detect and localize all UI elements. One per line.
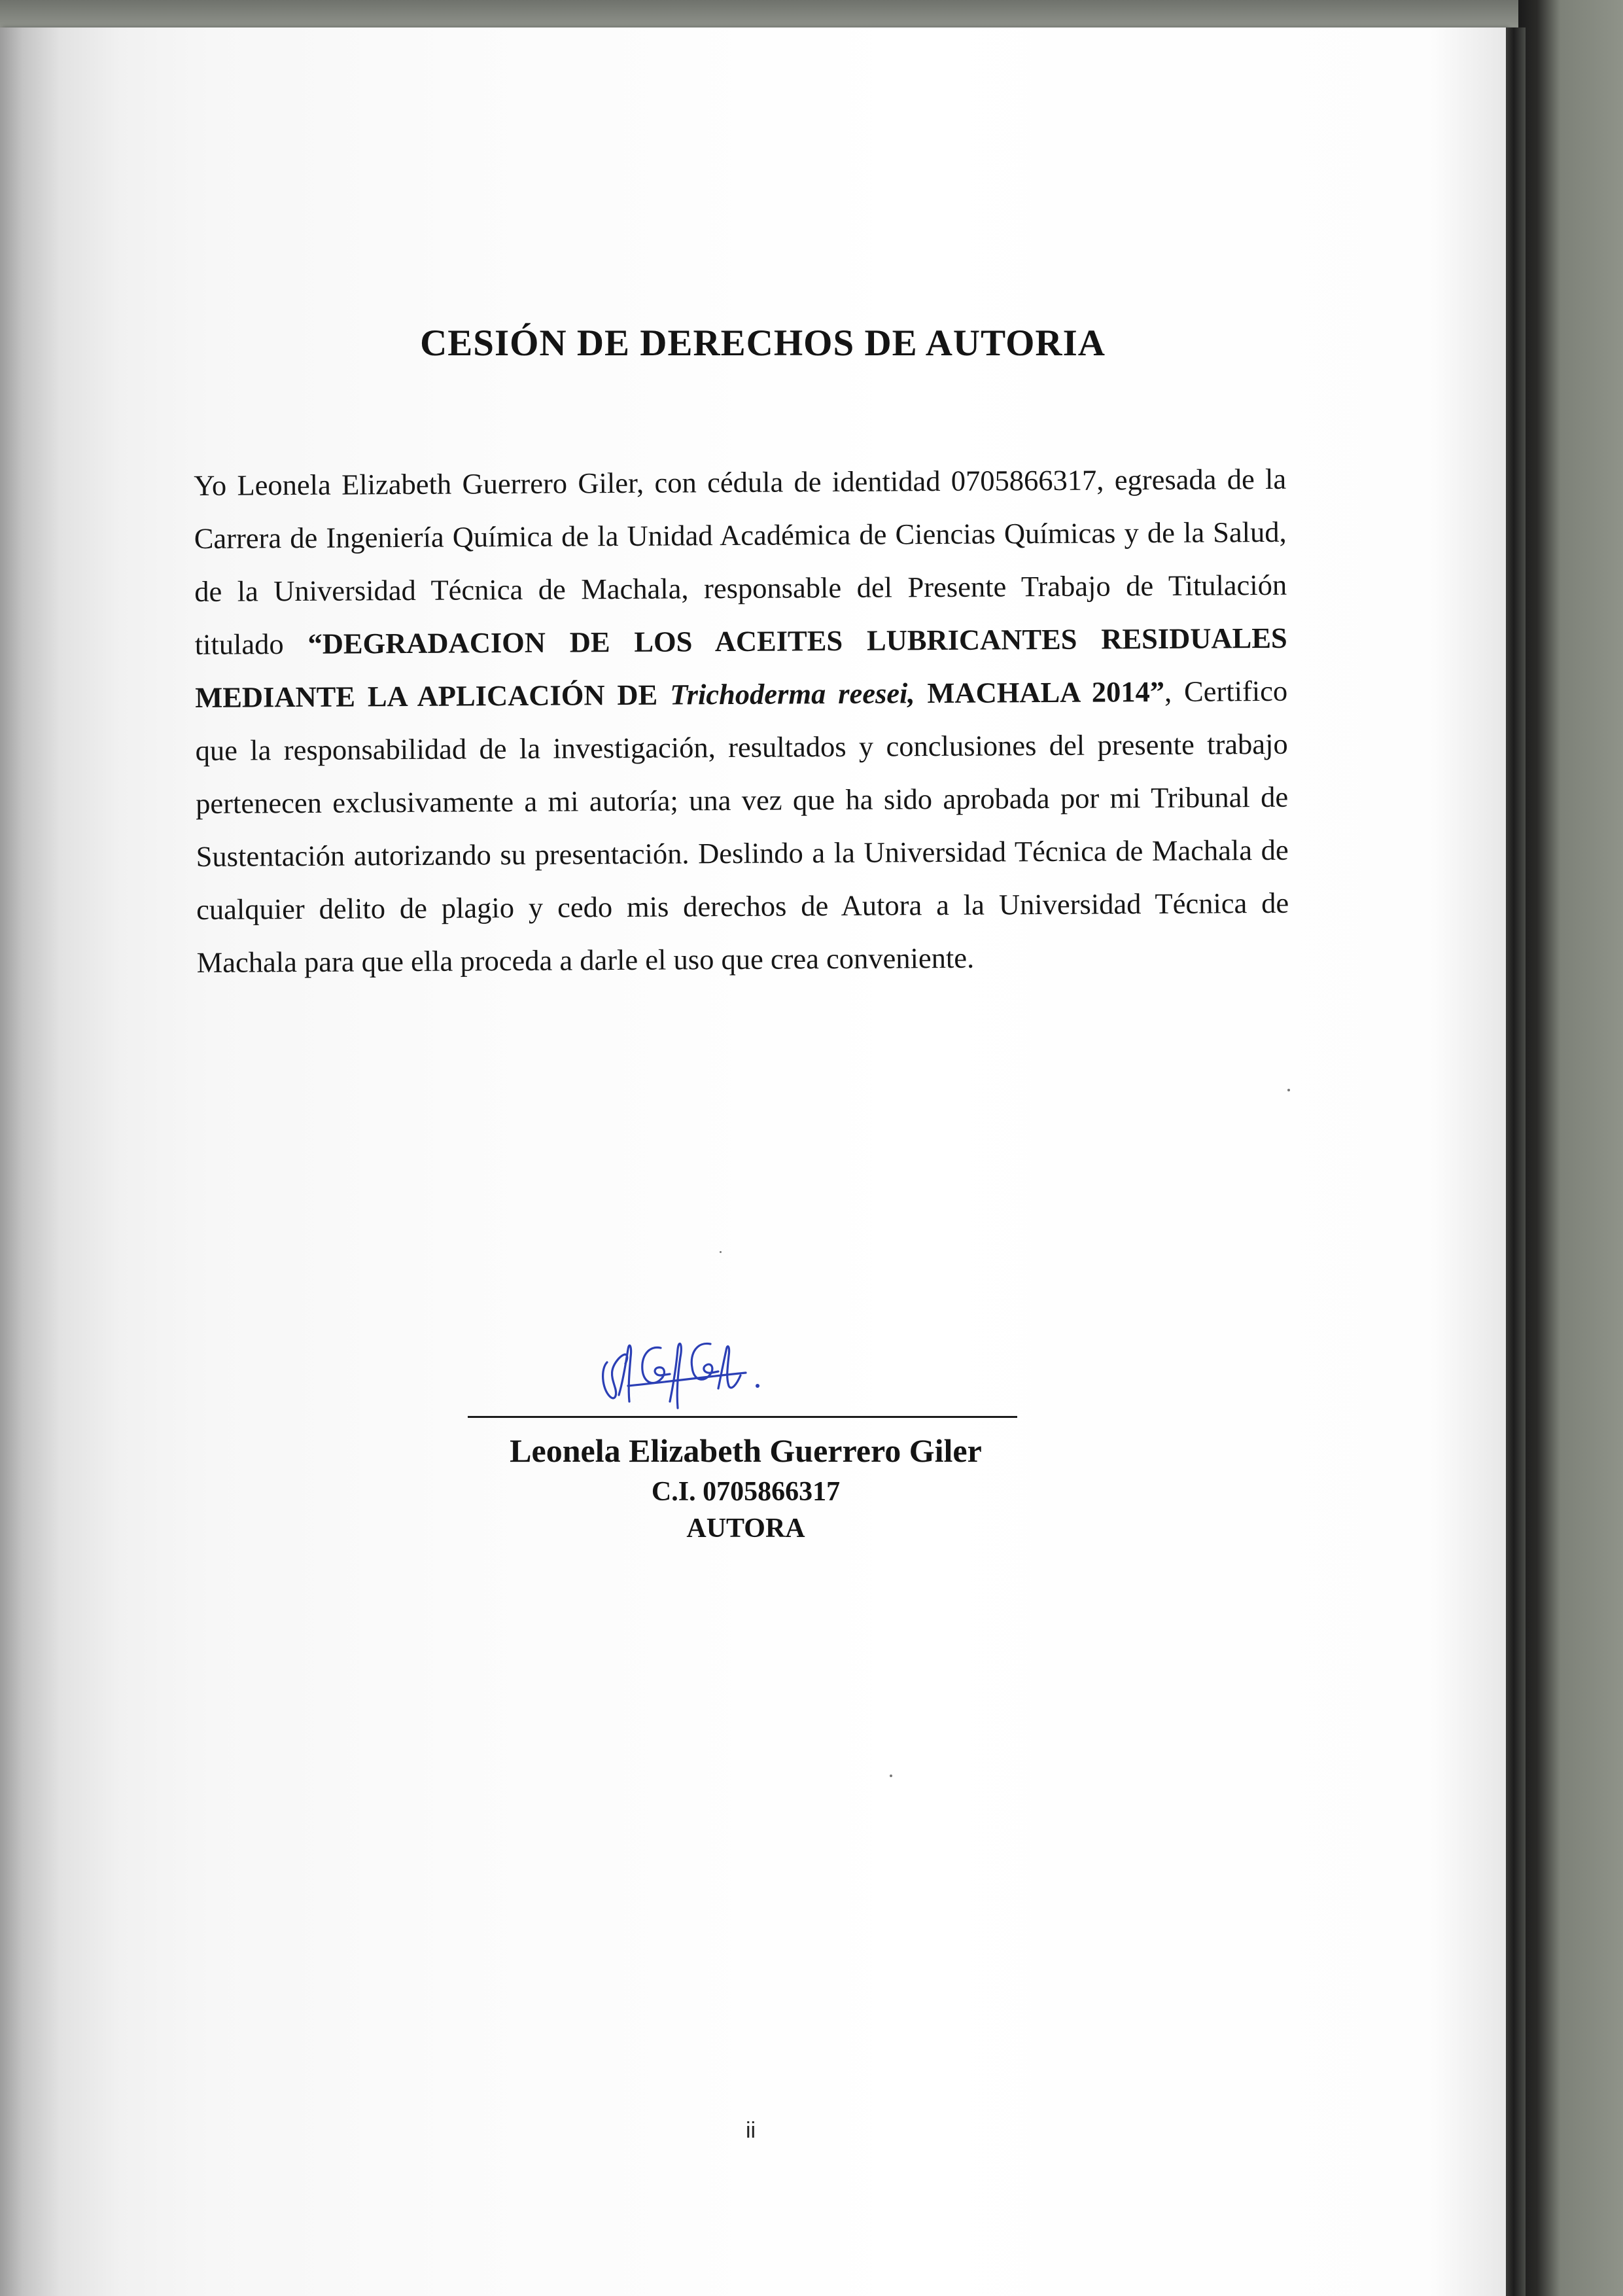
thesis-title-species: Trichoderma reesei, xyxy=(669,677,915,711)
handwritten-signature xyxy=(589,1310,785,1415)
document-page xyxy=(0,27,1506,2296)
page-edge-shadow xyxy=(1506,27,1526,2296)
signer-name: Leonela Elizabeth Guerrero Giler xyxy=(510,1432,982,1469)
thesis-title-part1: “DEGRADACION DE LOS ACEITES LUBRICANTES RESIDUALES MEDIANTE LA APLICACIÓN DE xyxy=(195,621,1287,714)
signature-stroke-5 xyxy=(691,1343,718,1379)
signature-dot xyxy=(756,1384,759,1388)
signer-role: AUTORA xyxy=(686,1513,805,1544)
body-paragraph xyxy=(194,453,1289,989)
document-title: CESIÓN DE DERECHOS DE AUTORIA xyxy=(420,323,1106,364)
body-intro: Yo Leonela Elizabeth Guerrero Giler, con cédula de identidad 0705866317, egresada de la Carrera de Ingeniería Química de la Unidad Académica de Ciencias Químicas y de la Salud, de la Universidad Técnica de Machala, responsable del Presente Trabajo de Titulación titulado xyxy=(194,462,1287,661)
scan-speck xyxy=(1287,1089,1290,1091)
scan-speck xyxy=(890,1775,892,1777)
signature-line xyxy=(468,1416,1017,1418)
thesis-title-part2: MACHALA 2014” xyxy=(915,675,1165,710)
signature-stroke-6 xyxy=(718,1347,741,1388)
scanner-background-top xyxy=(0,0,1623,26)
body-conclusion: , Certifico que la responsabilidad de la investigación, resultados y conclusiones del presente trabajo pertenecen exclusivamente a mi autoría; una vez que ha sido aprobada por mi Tribunal de Sustentación autorizando su presentación. Deslindo a la Universidad Técnica de Machala de cualquier delito de plagio y cedo mis derechos de Autora a la Universidad Técnica de Machala para que ella proceda a darle el uso que crea conveniente. xyxy=(195,674,1289,979)
signer-block xyxy=(419,1428,1073,1547)
signer-id: C.I. 0705866317 xyxy=(651,1477,841,1507)
signature-stroke-4 xyxy=(670,1343,681,1408)
page-number: ii xyxy=(745,2118,756,2143)
scanner-background-right xyxy=(1518,0,1623,2296)
signature-stroke-3 xyxy=(642,1347,670,1383)
scan-speck xyxy=(720,1251,722,1253)
